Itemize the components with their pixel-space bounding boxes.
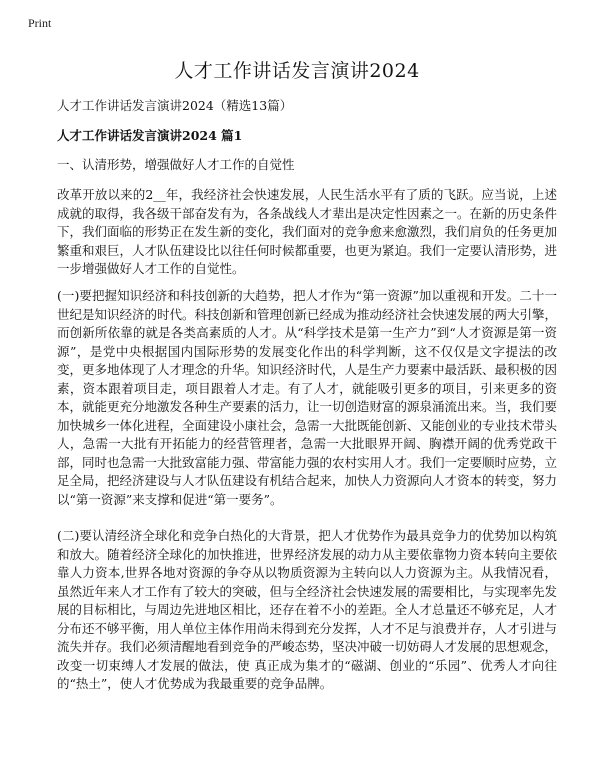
section-heading: 人才工作讲话发言演讲2024 篇1 [57,128,243,143]
point-heading: 一、认清形势，增强做好人才工作的自觉性 [57,157,295,172]
paragraph-globalization: (二)要认清经济全球化和竞争白热化的大背景，把人才优势作为最具竞争力的优势加以构筑和放大。随着经济全球化的加快推进，世界经济发展的动力从主要依靠物力资本转向主要依靠人力资本,世界各地对资源的争夺从以物质资源为主转向以人力资源为主。从我情况看，虽然近年来人才工作有了较大的突破，但与全经济社会快速发展的需要相比，与实现率先发展的目标相比，与周边先进地区相比，还存在着不小的差距。全人才总量还不够充足，人才分布还不够平衡，用人单位主体作用尚未得到充分发挥，人才不足与浪费并存，人才引进与流失并存。我们必须清醒地看到竞争的严峻态势，坚决冲破一切妨碍人才发展的思想观念，改变一切束缚人才发展的做法，使 真正成为集才的“磁湖、创业的“乐园”、优秀人才向往的“热土”，使人才优势成为我最重要的竞争品牌。 [57,528,558,691]
print-link[interactable]: Print [28,16,52,30]
document-title: 人才工作讲话发言演讲2024 [174,60,420,82]
paragraph-intro: 改革开放以来的2__年，我经济社会快速发展，人民生活水平有了质的飞跃。应当说，上述成就的取得，我各级干部奋发有为，各条战线人才辈出是决定性因素之一。在新的历史条件下，我们面临的形势正在发生新的变化，我们面对的竞争愈来愈激烈，我们肩负的任务更加繁重和艰巨，人才队伍建设比以往任何时候都重要，也更为紧迫。我们一定要认清形势，进一步增强做好人才工作的自觉性。 [57,187,558,276]
paragraph-knowledge-economy: (一)要把握知识经济和科技创新的大趋势，把人才作为“第一资源”加以重视和开发。二十一世纪是知识经济的时代。科技创新和管理创新已经成为推动经济社会快速发展的两大引擎，而创新所依靠的就是各类高素质的人才。从“科学技术是第一生产力”到“人才资源是第一资源”，是党中央根据国内国际形势的发展变化作出的科学判断，这不仅仅是文字提法的改变，更多地体现了人才理念的升华。知识经济时代，人是生产力要素中最活跃、最积极的因素，资本跟着项目走，项目跟着人才走。有了人才，就能吸引更多的项目，引来更多的资本，就能更充分地激发各种生产要素的活力，让一切创造财富的源泉涌流出来。当，我们要加快城乡一体化进程，全面建设小康社会，急需一大批既能创新、又能创业的专业技术带头人，急需一大批有开拓能力的经营管理者，急需一大批眼界开阔、胸襟开阔的优秀党政干部，同时也急需一大批致富能力强、带富能力强的农村实用人才。我们一定要顺时应势，立足全局，把经济建设与人才队伍建设有机结合起来，加快人力资源向人才资本的转变，努力以“第一资源”来支撑和促进“第一要务”。 [57,288,558,507]
document-subtitle: 人才工作讲话发言演讲2024（精选13篇） [57,98,293,113]
